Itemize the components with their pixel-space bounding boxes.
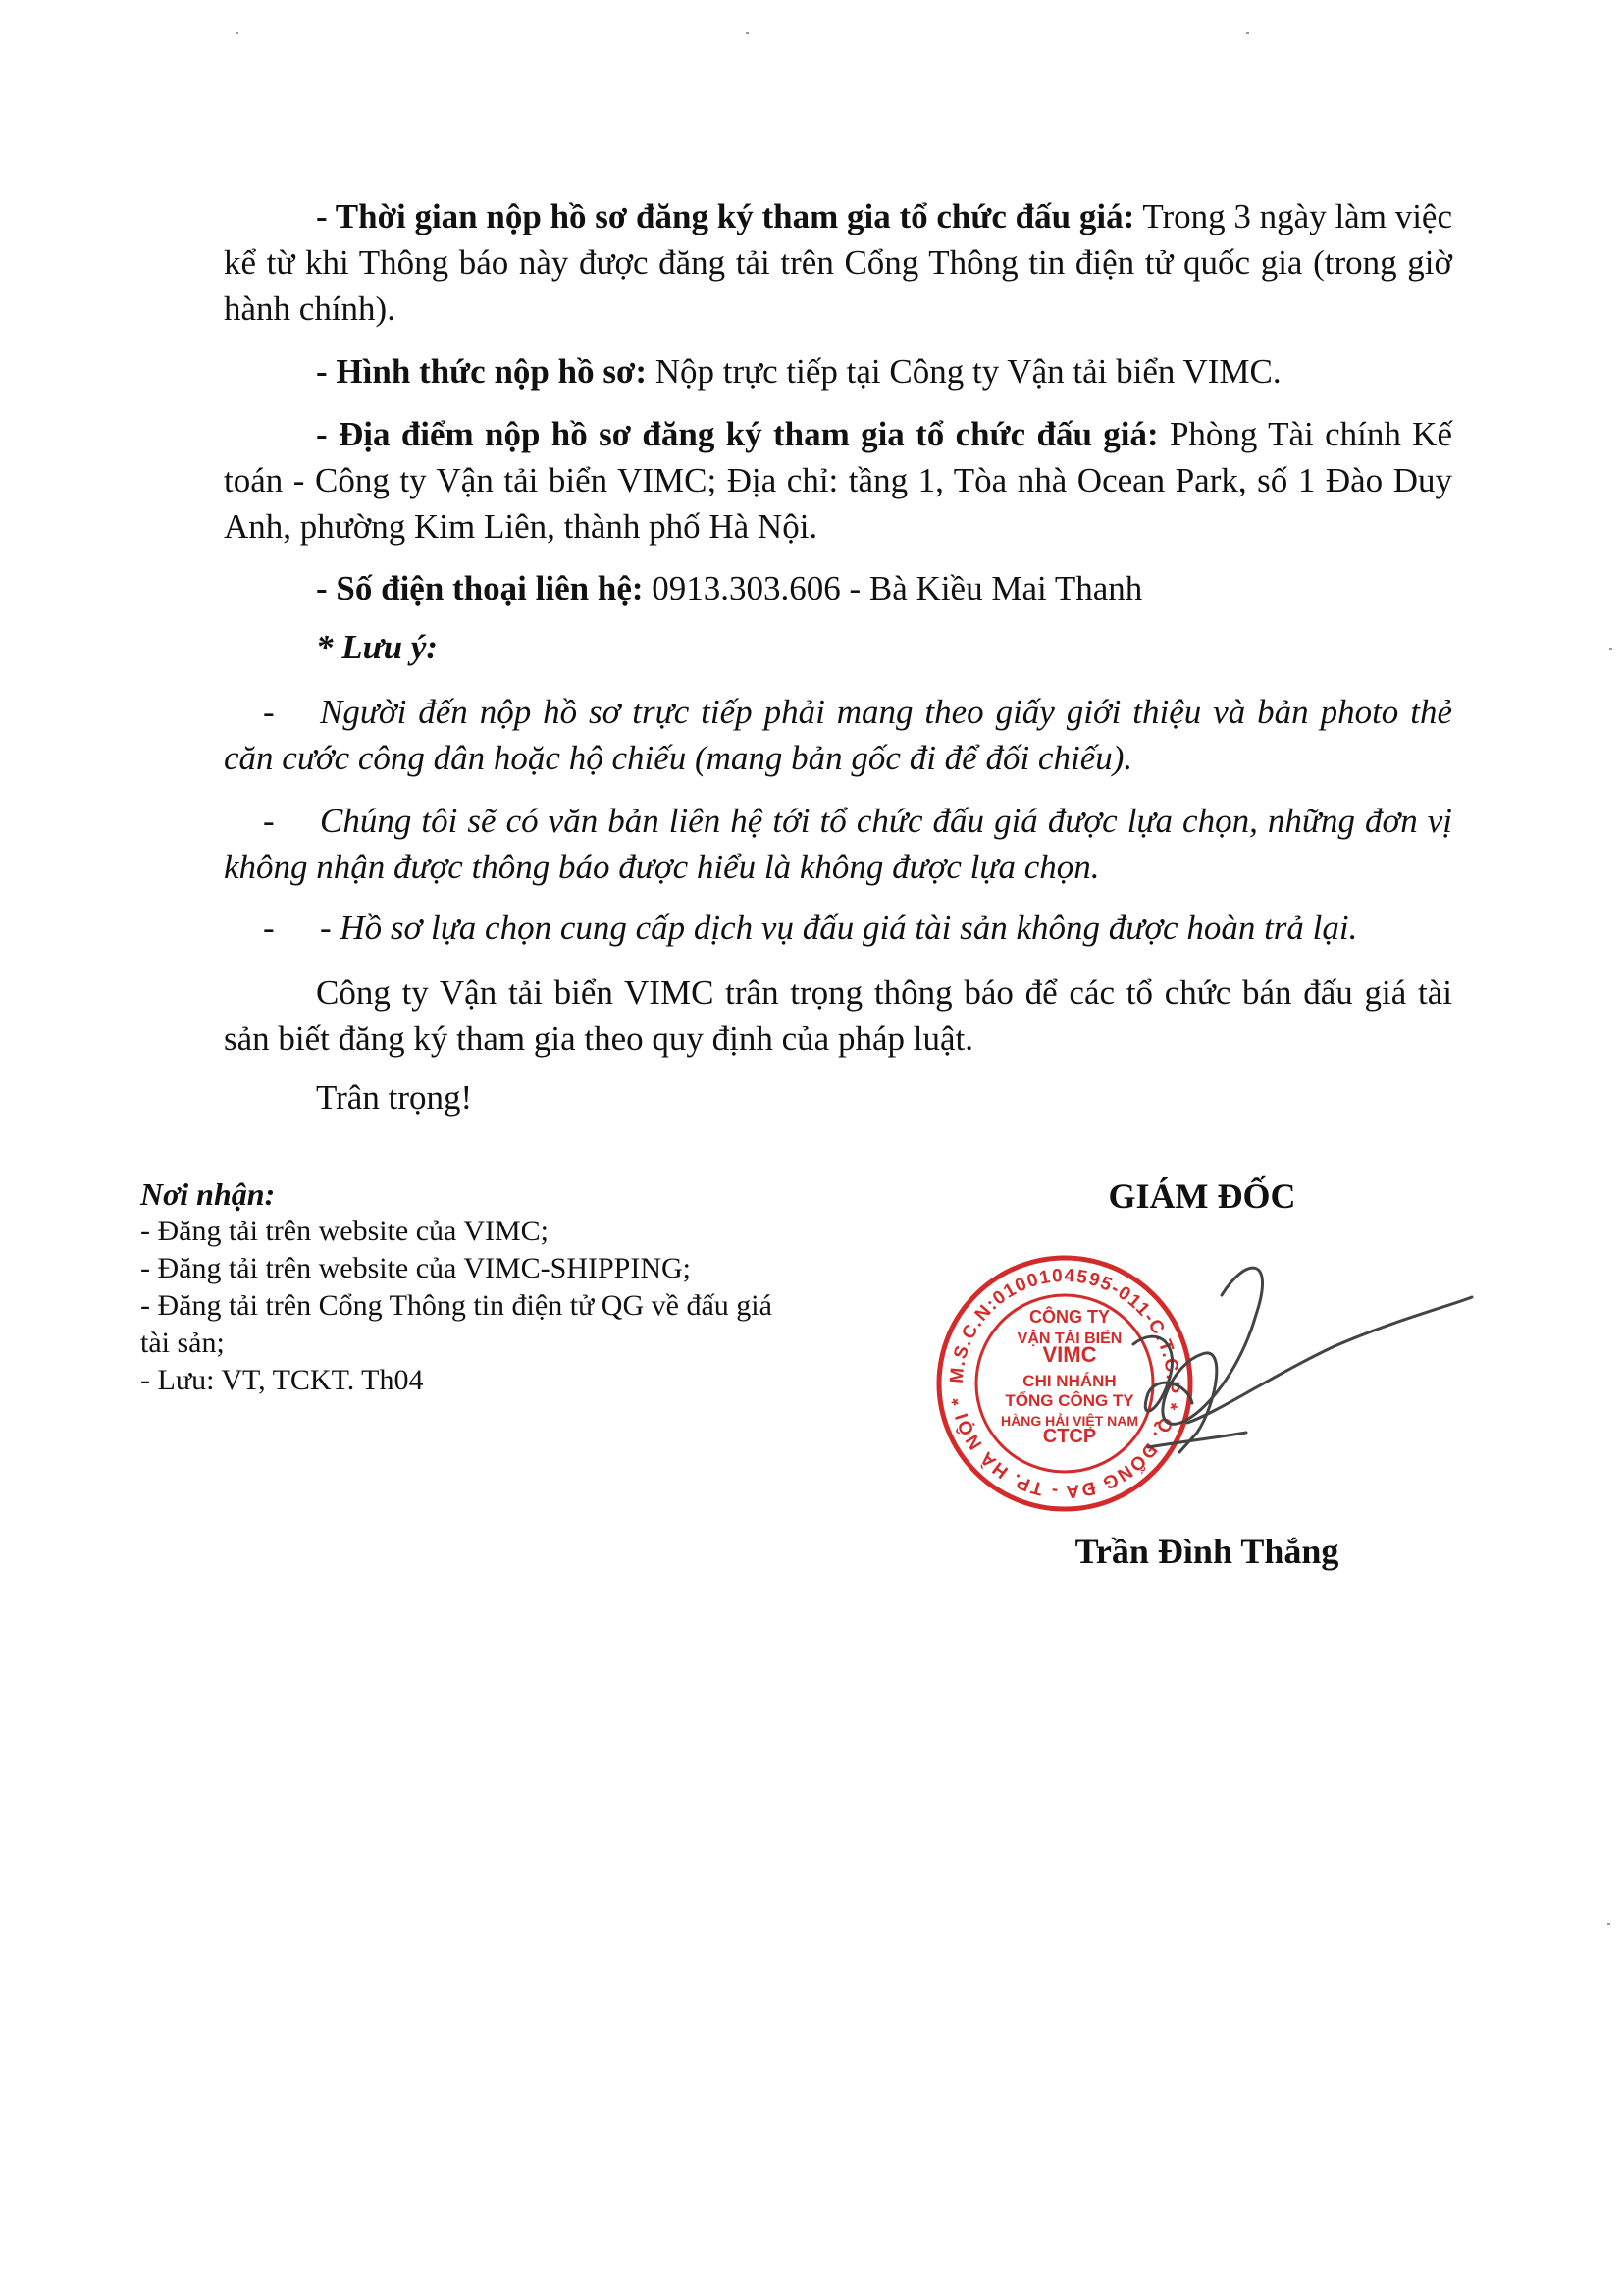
paragraph-label: - Số điện thoại liên hệ:: [316, 569, 644, 607]
seal-line: CHI NHÁNH: [1022, 1372, 1117, 1390]
closing-paragraph: Công ty Vận tải biển VIMC trân trọng thông báo để các tổ chức bán đấu giá tài sản biết đăng ký tham gia theo quy định của pháp luật.: [224, 973, 1452, 1058]
note-dash: -: [263, 693, 275, 731]
note-item: [224, 689, 1452, 781]
recipients-block: [140, 1175, 827, 1399]
signature-title: GIÁM ĐỐC: [1108, 1176, 1296, 1216]
regards-line: Trân trọng!: [316, 1078, 473, 1117]
paragraph-text: Phòng Tài chính Kế toán - Công ty Vận tải biển VIMC; Địa chỉ: tầng 1, Tòa nhà Ocean Park, số 1 Đào Duy Anh, phường Kim Liên, thành phố Hà Nội.: [224, 415, 1452, 546]
note-heading: * Lưu ý:: [316, 628, 439, 666]
paragraph-submission-time: [224, 193, 1452, 332]
note-text: Người đến nộp hồ sơ trực tiếp phải mang theo giấy giới thiệu và bản photo thẻ căn cước công dân hoặc hộ chiếu (mang bản gốc đi để đối chiếu).: [224, 693, 1452, 777]
paragraph-label: - Hình thức nộp hồ sơ:: [316, 352, 647, 391]
scan-mark: [1607, 1923, 1610, 1925]
paragraph-label: - Địa điểm nộp hồ sơ đăng ký tham gia tổ chức đấu giá:: [316, 415, 1159, 453]
recipient-item: - Đăng tải trên Cổng Thông tin điện tử QG về đấu giá tài sản;: [140, 1289, 772, 1359]
seal-line: CÔNG TY: [1028, 1307, 1111, 1327]
paragraph-text: Nộp trực tiếp tại Công ty Vận tải biển VIMC.: [647, 352, 1282, 391]
paragraph-submission-location: [224, 411, 1452, 549]
note-dash: -: [263, 802, 275, 840]
signer-name: Trần Đình Thắng: [1074, 1532, 1339, 1571]
paragraph-text: 0913.303.606 - Bà Kiều Mai Thanh: [643, 569, 1143, 607]
scan-mark: [1609, 648, 1612, 650]
seal-line: TỔNG CÔNG TY: [1005, 1391, 1134, 1410]
note-dash: -: [263, 909, 275, 947]
recipients-heading: Nơi nhận:: [140, 1176, 276, 1212]
scan-mark: [236, 32, 238, 34]
scan-mark: [746, 32, 749, 34]
paragraph-label: - Thời gian nộp hồ sơ đăng ký tham gia tổ chức đấu giá:: [316, 197, 1135, 235]
seal-line: CTCP: [1042, 1426, 1097, 1447]
seal-line: HÀNG HẢI VIỆT NAM: [1001, 1413, 1138, 1429]
seal-stamp: [939, 1258, 1190, 1509]
seal-graphic: [922, 1236, 1492, 1531]
company-seal: [922, 1236, 1492, 1531]
note-item: [224, 905, 1452, 951]
scan-mark: [1246, 32, 1249, 34]
note-item: [224, 798, 1452, 890]
paragraph-submission-method: [224, 348, 1452, 394]
note-text: - Hồ sơ lựa chọn cung cấp dịch vụ đấu giá tài sản không được hoàn trả lại.: [320, 909, 1358, 947]
recipient-item: - Đăng tải trên website của VIMC-SHIPPING;: [140, 1252, 692, 1284]
seal-line: VẬN TẢI BIỂN: [1017, 1331, 1123, 1347]
paragraph-text: Trong 3 ngày làm việc kể từ khi Thông báo này được đăng tải trên Cổng Thông tin điện tử quốc gia (trong giờ hành chính).: [224, 197, 1452, 328]
paragraph-contact-phone: [224, 565, 1452, 611]
note-text: Chúng tôi sẽ có văn bản liên hệ tới tổ chức đấu giá được lựa chọn, những đơn vị không nhận được thông báo được hiểu là không được lựa chọn.: [224, 802, 1452, 886]
seal-line: VIMC: [1042, 1342, 1097, 1367]
recipient-item: - Lưu: VT, TCKT. Th04: [140, 1364, 424, 1396]
recipient-item: - Đăng tải trên website của VIMC;: [140, 1215, 550, 1247]
svg-text:M.S.C.N:0100104595-011-C.T.C.P: M.S.C.N:0100104595-011-C.T.C.P * Q. ĐỐNG ĐA - TP. HÀ NỘI *: [946, 1265, 1183, 1502]
